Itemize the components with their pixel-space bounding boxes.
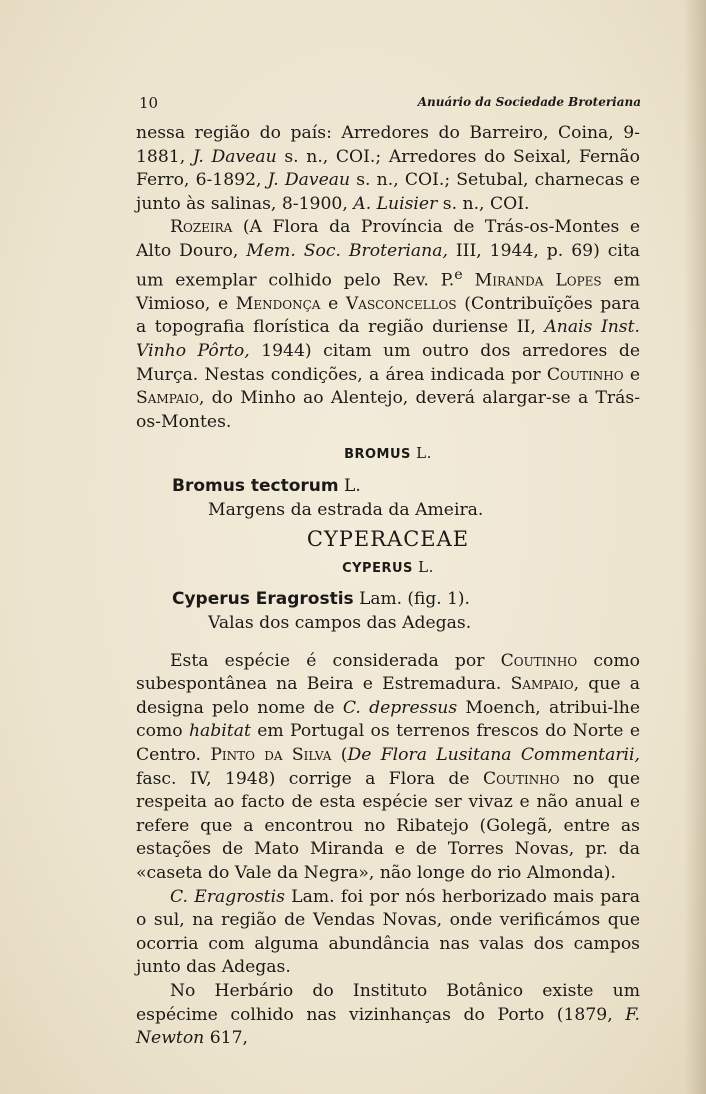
family-heading: CYPERACEAE	[306, 527, 470, 552]
paragraph-1: nessa região do país: Arredores do Barreiro, Coina, 9-1881, J. Daveau s. n., COI.; Arredores do Seixal, Fernão Ferro, 6-1892, J. Daveau s. n., COI.; Setubal, charnecas e junto às salinas, 8-1900, A. Luisier s. n., COI.	[136, 123, 641, 214]
genus-heading-cyperus: CYPERUS L.	[342, 557, 434, 576]
genus-heading-bromus: BROMUS L.	[344, 444, 432, 463]
body-text	[136, 122, 640, 1051]
paragraph-5: No Herbário do Instituto Botânico existe um espécime colhido nas vizinhanças do Porto (1879, F. Newton 617,	[136, 980, 640, 1049]
page-number: 10	[139, 94, 159, 112]
locality-cyperus: Valas dos campos das Adegas.	[208, 613, 472, 634]
species-cyperus-eragrostis: Cyperus Eragrostis Lam. (fig. 1).	[172, 589, 470, 610]
paragraph-2: Rozeira (A Flora da Província de Trás-os-Montes e Alto Douro, Mem. Soc. Broteriana, III, 1944, p. 69) cita um exemplar colhido pelo Rev. P.$^e$ Miranda Lopes em Vimioso, e Mendonça e Vasconcellos (Contribuïções para a topografia florística da região duriense II, Anais Inst. Vinho Pôrto, 1944) citam um outro dos arredores de Murça. Nestas condições, a área indicada por Coutinho e Sampaio, do Minho ao Alentejo, deverá alargar-se a Trás-os-Montes.	[136, 217, 641, 432]
running-title: Anuário da Sociedade Broteriana	[417, 95, 641, 109]
page-edge-shadow	[684, 0, 706, 1094]
locality-bromus: Margens da estrada da Ameira.	[208, 499, 484, 520]
paragraph-3: Esta espécie é considerada por Coutinho como subespontânea na Beira e Estremadura. Sampaio, que a designa pelo nome de C. depressus Moench, atribui-lhe como habitat em Portugal os terrenos frescos do Norte e Centro. Pinto da Silva (De Flora Lusitana Commentarii, fasc. IV, 1948) corrige a Flora de Coutinho no que respeita ao facto de esta espécie ser vivaz e não anual e refere que a encontrou no Ribatejo (Golegã, entre as estações de Mato Miranda e de Torres Novas, pr. da «caseta do Vale da Negra», não longe do rio Almonda).	[136, 650, 640, 883]
species-bromus-tectorum: Bromus tectorum L.	[172, 476, 361, 497]
paragraph-4: C. Eragrostis Lam. foi por nós herborizado mais para o sul, na região de Vendas Novas, onde verificámos que ocorria com alguma abundância nas valas dos campos junto das Adegas.	[136, 886, 640, 978]
page-header	[139, 94, 641, 114]
